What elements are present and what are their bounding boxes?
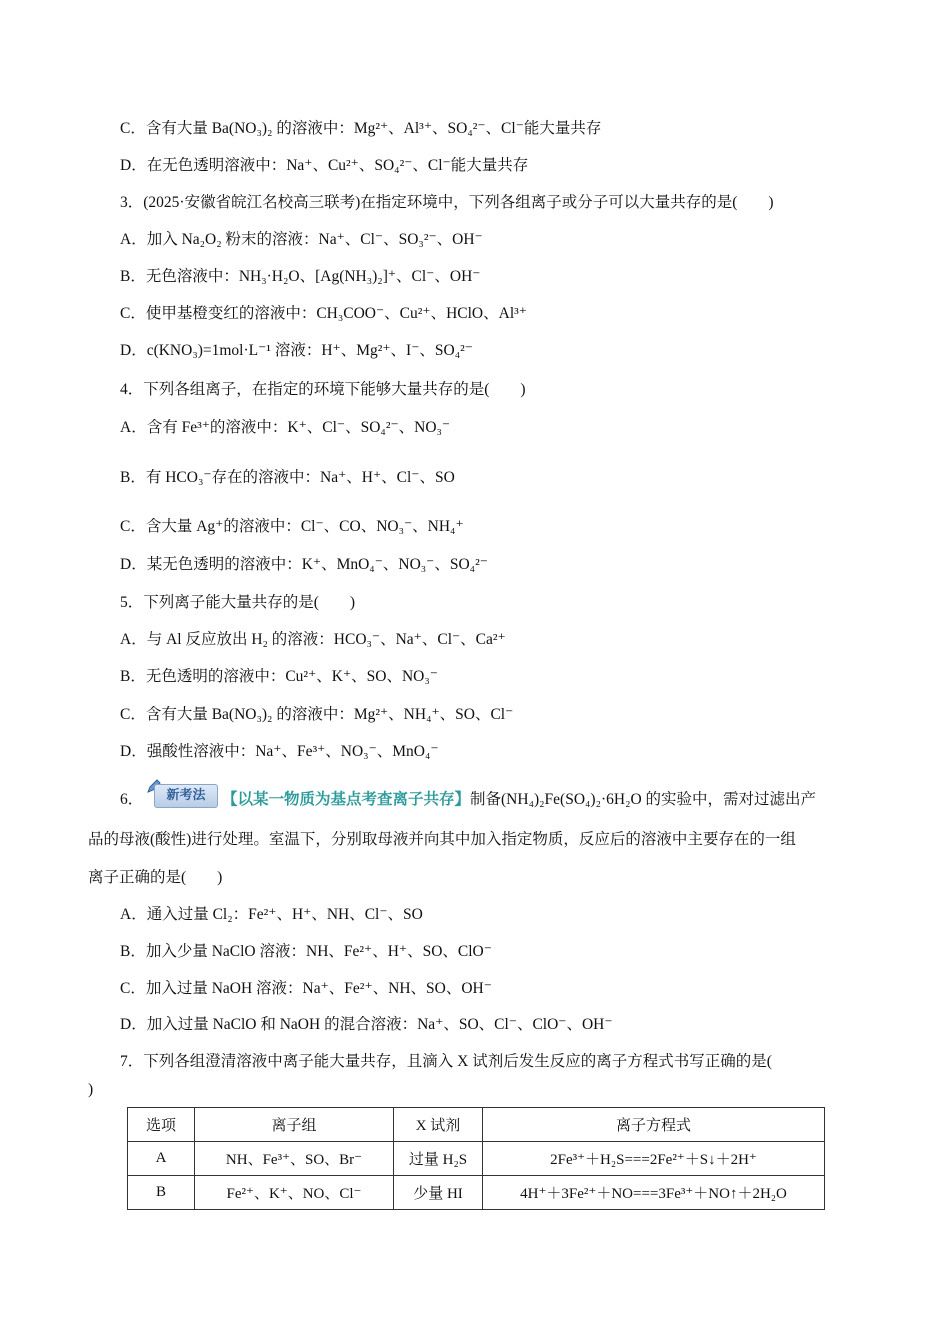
line-q4-c: C．含大量 Ag⁺的溶液中：Cl⁻、CO、NO₃⁻、NH₄⁺ xyxy=(120,518,464,535)
table-cell: A xyxy=(128,1142,195,1176)
line-q2-d: D．在无色透明溶液中：Na⁺、Cu²⁺、SO₄²⁻、Cl⁻能大量共存 xyxy=(120,157,529,174)
q6-option-a: A．通入过量 Cl₂：Fe²⁺、H⁺、NH、Cl⁻、SO xyxy=(120,906,423,923)
table-header: X 试剂 xyxy=(394,1108,483,1142)
q7-table xyxy=(127,1107,825,1210)
q7-text-line2: ) xyxy=(88,1081,94,1098)
table-cell: 少量 HI xyxy=(394,1176,483,1210)
table-cell: Fe²⁺、K⁺、NO、Cl⁻ xyxy=(195,1176,394,1210)
line-q4-b: B．有 HCO₃⁻存在的溶液中：Na⁺、H⁺、Cl⁻、SO xyxy=(120,469,455,486)
line-q3-stem: 3．(2025·安徽省皖江名校高三联考)在指定环境中，下列各组离子或分子可以大量共存的是( ) xyxy=(120,194,774,211)
table-cell: B xyxy=(128,1176,195,1210)
line-q5-a: A．与 Al 反应放出 H₂ 的溶液：HCO₃⁻、Na⁺、Cl⁻、Ca²⁺ xyxy=(120,631,506,648)
line-q5-b: B．无色透明的溶液中：Cu²⁺、K⁺、SO、NO₃⁻ xyxy=(120,668,438,685)
q7-text-line1: 7．下列各组澄清溶液中离子能大量共存，且滴入 X 试剂后发生反应的离子方程式书写正确的是( xyxy=(120,1053,772,1070)
table-header: 选项 xyxy=(128,1108,195,1142)
line-q2-c: C．含有大量 Ba(NO₃)₂ 的溶液中：Mg²⁺、Al³⁺、SO₄²⁻、Cl⁻能大量共存 xyxy=(120,120,602,137)
line-q4-d: D．某无色透明的溶液中：K⁺、MnO₄⁻、NO₃⁻、SO₄²⁻ xyxy=(120,556,488,573)
q6-highlight: 【以某一物质为基点考查离子共存】 xyxy=(222,791,471,808)
table-header-row xyxy=(128,1108,825,1142)
table-cell: 4H⁺＋3Fe²⁺＋NO===3Fe³⁺＋NO↑＋2H₂O xyxy=(483,1176,825,1210)
q6-text-line2: 品的母液(酸性)进行处理。室温下，分别取母液并向其中加入指定物质，反应后的溶液中主要存在的一组 xyxy=(88,831,796,848)
line-q3-b: B．无色溶液中：NH₃·H₂O、[Ag(NH₃)₂]⁺、Cl⁻、OH⁻ xyxy=(120,268,481,285)
q6-line1 xyxy=(222,789,816,811)
q6-text-line1: 制备(NH₄)₂Fe(SO₄)₂·6H₂O 的实验中，需对过滤出产 xyxy=(470,791,817,808)
table-header: 离子方程式 xyxy=(483,1108,825,1142)
table-cell: 过量 H₂S xyxy=(394,1142,483,1176)
q6-number: 6． xyxy=(120,791,144,808)
q6-option-c: C．加入过量 NaOH 溶液：Na⁺、Fe²⁺、NH、SO、OH⁻ xyxy=(120,980,492,997)
line-q4-a: A．含有 Fe³⁺的溶液中：K⁺、Cl⁻、SO₄²⁻、NO₃⁻ xyxy=(120,419,451,436)
line-q5-d: D．强酸性溶液中：Na⁺、Fe³⁺、NO₃⁻、MnO₄⁻ xyxy=(120,743,439,760)
new-exam-badge xyxy=(146,778,220,808)
badge-label: 新考法 xyxy=(154,784,218,808)
table-row xyxy=(128,1142,825,1176)
q6-option-d: D．加入过量 NaClO 和 NaOH 的混合溶液：Na⁺、SO、Cl⁻、ClO⁻、OH⁻ xyxy=(120,1016,613,1033)
table-header: 离子组 xyxy=(195,1108,394,1142)
q6-option-b: B．加入少量 NaClO 溶液：NH、Fe²⁺、H⁺、SO、ClO⁻ xyxy=(120,943,492,960)
table-row xyxy=(128,1176,825,1210)
line-q3-d: D．c(KNO₃)=1mol·L⁻¹ 溶液：H⁺、Mg²⁺、I⁻、SO₄²⁻ xyxy=(120,342,473,359)
line-q3-c: C．使甲基橙变红的溶液中：CH₃COO⁻、Cu²⁺、HClO、Al³⁺ xyxy=(120,305,527,322)
line-q4-stem: 4．下列各组离子，在指定的环境下能够大量共存的是( ) xyxy=(120,381,526,398)
table-cell: NH、Fe³⁺、SO、Br⁻ xyxy=(195,1142,394,1176)
line-q5-c: C．含有大量 Ba(NO₃)₂ 的溶液中：Mg²⁺、NH₄⁺、SO、Cl⁻ xyxy=(120,706,514,723)
table-cell: 2Fe³⁺＋H₂S===2Fe²⁺＋S↓＋2H⁺ xyxy=(483,1142,825,1176)
q6-text-line3: 离子正确的是( ) xyxy=(88,869,223,886)
line-q5-stem: 5．下列离子能大量共存的是( ) xyxy=(120,594,356,611)
line-q3-a: A．加入 Na₂O₂ 粉末的溶液：Na⁺、Cl⁻、SO₃²⁻、OH⁻ xyxy=(120,231,483,248)
